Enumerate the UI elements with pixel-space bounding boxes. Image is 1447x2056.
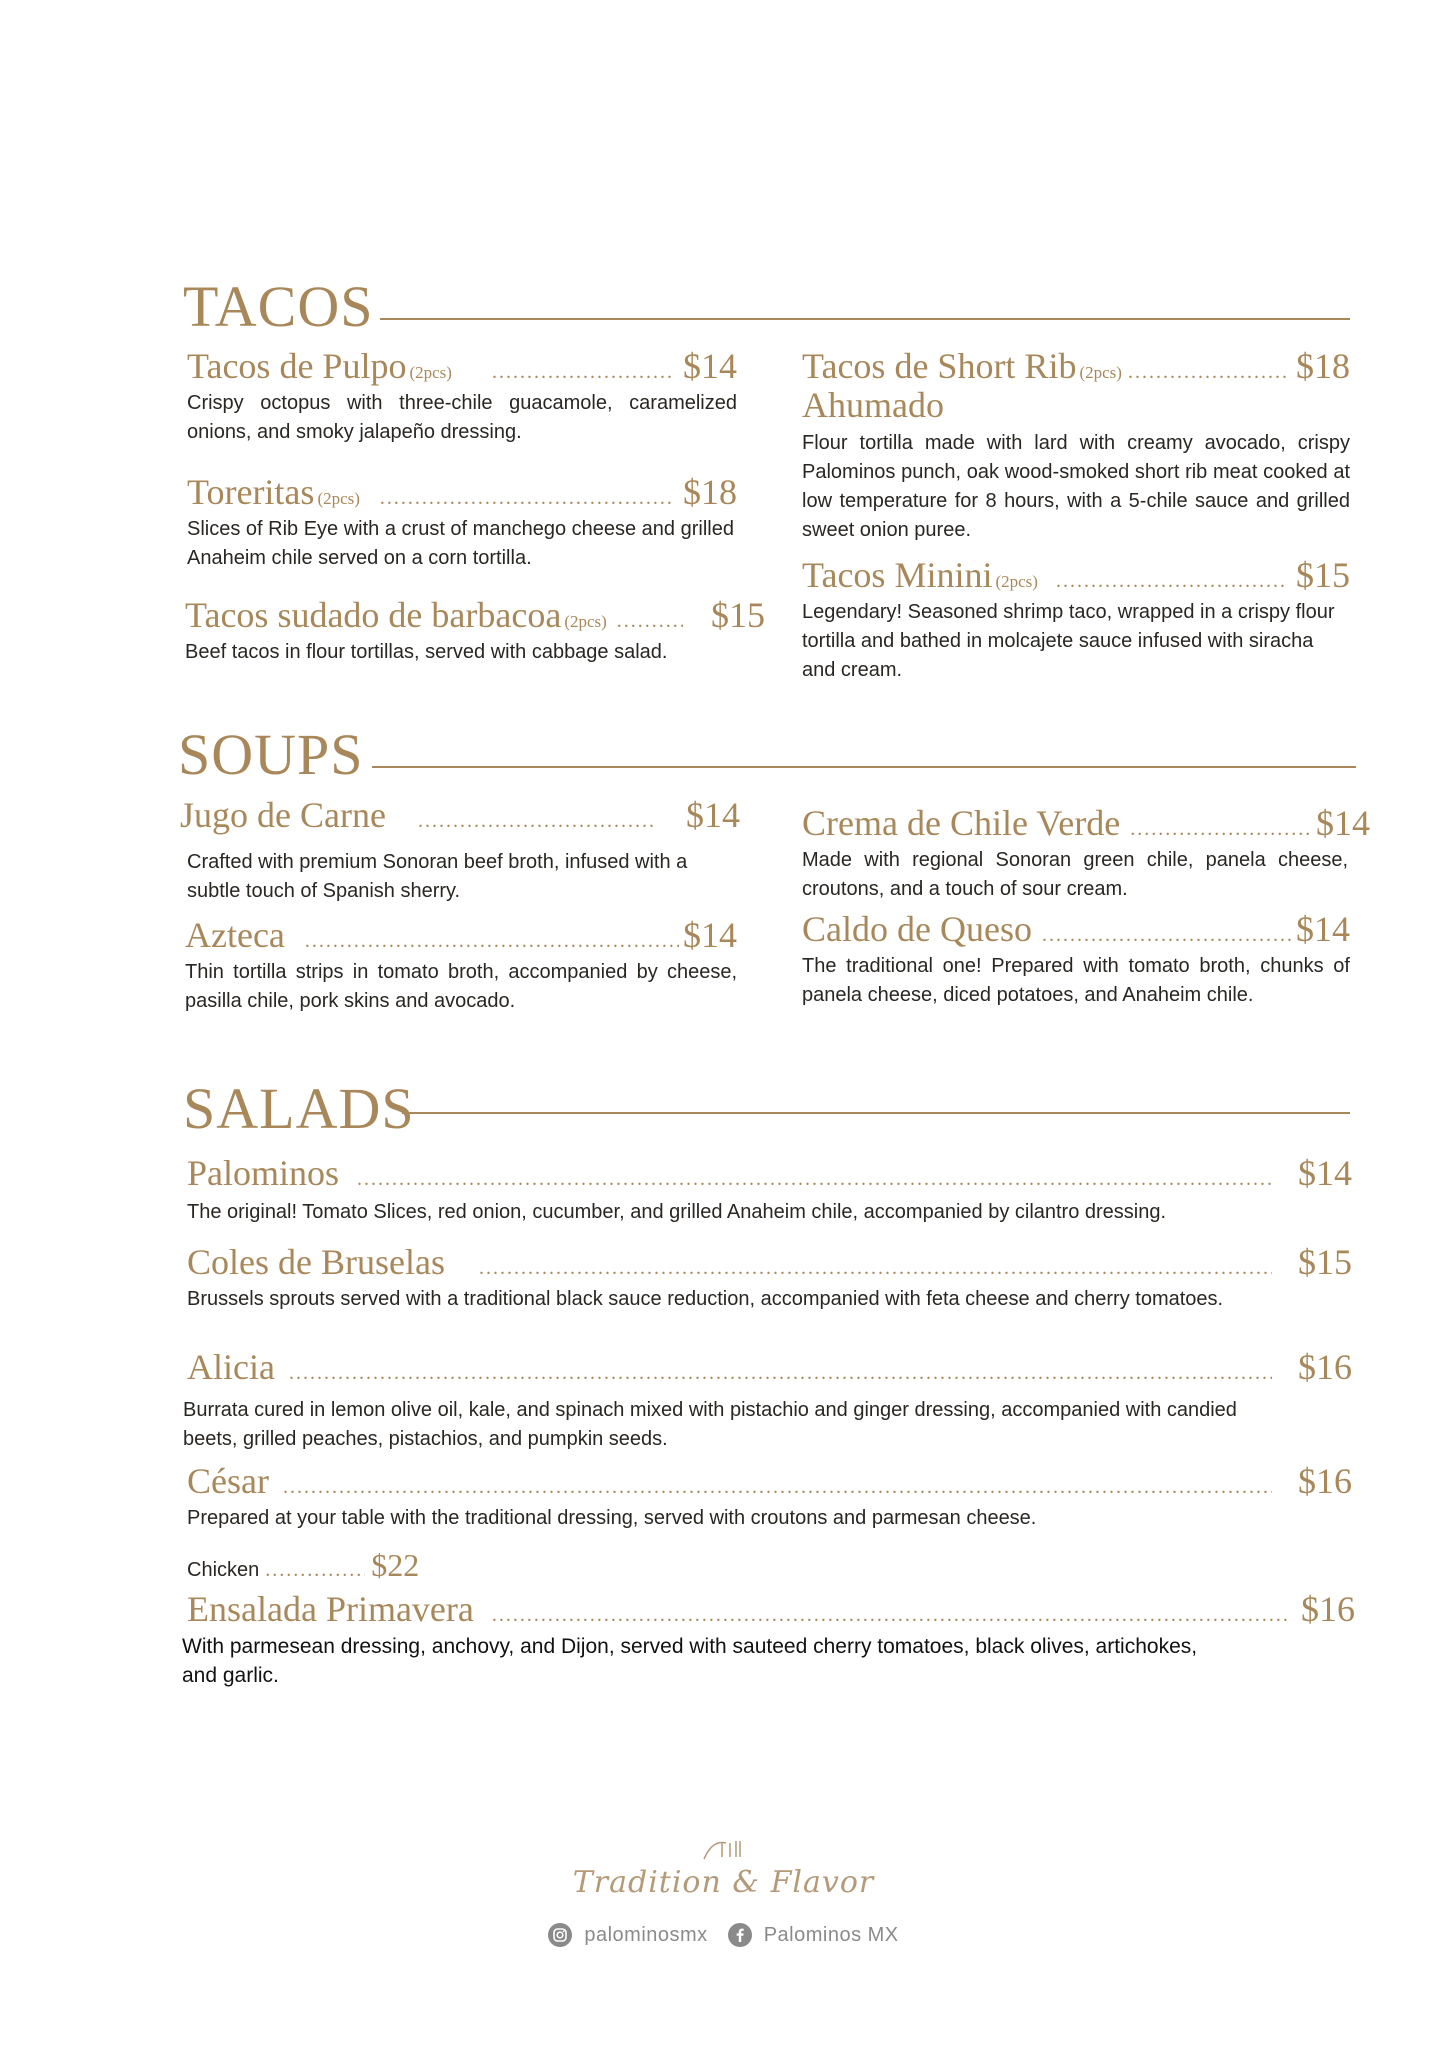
item-description: Legendary! Seasoned shrimp taco, wrapped in a crispy flour tortilla and bathed in molcajete sauce infused with siracha and cream. [802, 601, 1335, 681]
item-name: Tacos de Pulpo [187, 346, 407, 386]
item-description: The traditional one! Prepared with tomato broth, chunks of panela cheese, diced potatoes, and Anaheim chile. [802, 955, 1350, 1006]
item-name: Jugo de Carne [180, 795, 386, 835]
menu-item [185, 594, 765, 667]
brand-signature [0, 1845, 1447, 1905]
item-price: $14 [1296, 909, 1350, 949]
facebook-link[interactable] [728, 1923, 899, 1947]
facebook-name: Palominos MX [763, 1923, 899, 1946]
menu-item [187, 1241, 1352, 1314]
section-rule [402, 1112, 1350, 1114]
instagram-handle: palominosmx [584, 1923, 708, 1946]
tagline: Tradition & Flavor [572, 1865, 875, 1900]
dot-leader [492, 361, 673, 384]
dot-leader [357, 1168, 1272, 1191]
item-price: $14 [1298, 1153, 1352, 1193]
instagram-link[interactable] [548, 1923, 707, 1947]
menu-item [802, 554, 1350, 685]
dot-leader [1042, 924, 1292, 947]
item-qty: (2pcs) [1079, 363, 1122, 382]
item-price: $16 [1301, 1589, 1355, 1629]
menu-item [182, 1588, 1355, 1690]
dot-leader [1128, 361, 1286, 384]
menu-item [187, 471, 737, 573]
item-description: Prepared at your table with the traditional dressing, served with croutons and parmesan cheese. [187, 1507, 1037, 1529]
item-name: Toreritas [187, 472, 315, 512]
item-name: Crema de Chile Verde [802, 803, 1121, 843]
item-price: $16 [1298, 1347, 1352, 1387]
item-description: Burrata cured in lemon olive oil, kale, and spinach mixed with pistachio and ginger dressing, accompanied with candied beets, grilled peaches, pistachios, and pumpkin seeds. [183, 1399, 1237, 1450]
item-name: César [187, 1461, 269, 1501]
dot-leader [418, 810, 656, 833]
item-price: $18 [683, 472, 737, 512]
menu-item [180, 794, 740, 906]
dot-leader [479, 1257, 1272, 1280]
item-name: Tacos de Short Rib [802, 346, 1077, 386]
menu-item [802, 908, 1350, 1010]
item-price: $14 [683, 346, 737, 386]
item-description: Brussels sprouts served with a traditional black sauce reduction, accompanied with feta cheese and cherry tomatoes. [187, 1288, 1224, 1310]
item-description: Crafted with premium Sonoran beef broth, infused with a subtle touch of Spanish sherry. [187, 851, 688, 902]
item-price: $14 [683, 915, 737, 955]
item-description: Flour tortilla made with lard with creamy avocado, crispy Palominos punch, oak wood-smoked short rib meat cooked at low temperature for 8 hours, with a 5-chile sauce and grilled sweet onion puree. [802, 432, 1350, 541]
item-description: Thin tortilla strips in tomato broth, accompanied by cheese, pasilla chile, pork skins and avocado. [185, 961, 737, 1012]
item-name: Azteca [185, 915, 285, 955]
item-name: Palominos [187, 1153, 340, 1193]
item-price: $18 [1296, 346, 1350, 386]
addon-price: $22 [371, 1547, 420, 1583]
footer [0, 1845, 1447, 1947]
dot-leader [492, 1604, 1291, 1627]
item-price: $15 [1296, 555, 1350, 595]
item-description: Beef tacos in flour tortillas, served with cabbage salad. [185, 641, 668, 663]
item-name: Tacos sudado de barbacoa [185, 595, 562, 635]
item-qty: (2pcs) [564, 612, 607, 631]
dot-leader [1130, 818, 1312, 841]
item-name: Alicia [187, 1347, 275, 1387]
item-name: Caldo de Queso [802, 909, 1032, 949]
dot-leader [283, 1476, 1272, 1499]
addon-row [187, 1547, 1352, 1584]
item-name-line2: Ahumado [802, 385, 944, 425]
section-title-soups: SOUPS [178, 722, 364, 787]
menu-item [802, 802, 1370, 904]
dot-leader [380, 487, 673, 510]
menu-item [187, 1152, 1352, 1227]
item-qty: (2pcs) [317, 489, 360, 508]
menu-item [187, 1460, 1352, 1584]
item-name: Tacos Minini [802, 555, 993, 595]
menu-item [185, 914, 737, 1016]
item-price: $15 [711, 595, 765, 635]
dot-leader [305, 930, 679, 953]
menu-item [802, 345, 1350, 545]
item-description: Made with regional Sonoran green chile, panela cheese, croutons, and a touch of sour cream. [802, 849, 1348, 900]
instagram-icon [548, 1923, 572, 1947]
item-name: Coles de Bruselas [187, 1242, 445, 1282]
section-title-salads: SALADS [183, 1076, 415, 1141]
horse-sketch-icon [700, 1837, 748, 1863]
item-description: Crispy octopus with three-chile guacamole, caramelized onions, and smoky jalapeño dressing. [187, 392, 737, 443]
addon-label: Chicken [187, 1559, 260, 1581]
dot-leader [1056, 570, 1286, 593]
section-rule [380, 318, 1350, 320]
facebook-icon [728, 1923, 752, 1947]
item-price: $15 [1298, 1242, 1352, 1282]
item-qty: (2pcs) [995, 572, 1038, 591]
dot-leader [617, 610, 683, 633]
dot-leader [265, 1559, 365, 1582]
item-qty: (2pcs) [409, 363, 452, 382]
item-price: $14 [1316, 803, 1370, 843]
item-description: With parmesean dressing, anchovy, and Dijon, served with sauteed cherry tomatoes, black olives, artichokes, and garlic. [182, 1635, 1198, 1687]
menu-item [187, 345, 737, 447]
menu-item [183, 1346, 1352, 1454]
social-links [0, 1923, 1447, 1947]
dot-leader [289, 1362, 1272, 1385]
item-description: Slices of Rib Eye with a crust of manchego cheese and grilled Anaheim chile served on a corn tortilla. [187, 518, 734, 569]
item-description: The original! Tomato Slices, red onion, cucumber, and grilled Anaheim chile, accompanied by cilantro dressing. [187, 1201, 1167, 1223]
item-price: $14 [686, 795, 740, 835]
item-price: $16 [1298, 1461, 1352, 1501]
item-name: Ensalada Primavera [187, 1589, 474, 1629]
section-rule [372, 766, 1356, 768]
section-title-tacos: TACOS [183, 274, 374, 339]
